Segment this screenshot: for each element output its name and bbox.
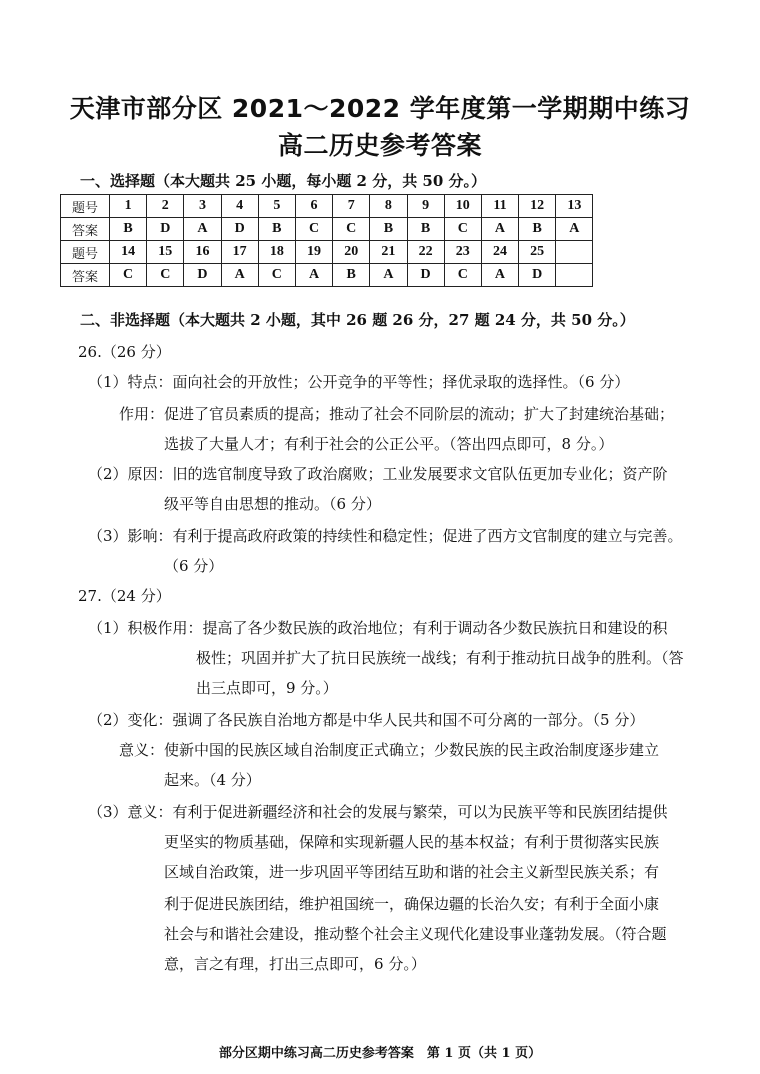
- row-label: 题号: [61, 195, 110, 218]
- table-cell: D: [147, 218, 184, 241]
- table-cell: C: [258, 264, 295, 287]
- table-cell: [556, 241, 593, 264]
- table-cell: C: [110, 264, 147, 287]
- table-cell: D: [519, 264, 556, 287]
- table-cell: 8: [370, 195, 407, 218]
- section-1-heading: 一、选择题（本大题共 25 小题，每小题 2 分，共 50 分。）: [80, 172, 487, 190]
- table-cell: 3: [184, 195, 221, 218]
- answer-line: 意，言之有理，打出三点即可，6 分。）: [164, 955, 426, 973]
- table-cell: C: [147, 264, 184, 287]
- table-cell: C: [444, 218, 481, 241]
- table-cell: D: [407, 264, 444, 287]
- table-cell: C: [444, 264, 481, 287]
- table-cell: A: [221, 264, 258, 287]
- table-cell: C: [295, 218, 332, 241]
- table-cell: 1: [110, 195, 147, 218]
- table-row: [61, 241, 593, 264]
- table-cell: D: [184, 264, 221, 287]
- page-footer: 部分区期中练习高二历史参考答案 第 1 页（共 1 页）: [218, 1046, 542, 1061]
- title-line-2: 高二历史参考答案: [277, 131, 482, 160]
- answer-line: （1）特点：面向社会的开放性；公开竞争的平等性；择优录取的选择性。（6 分）: [88, 373, 630, 391]
- table-cell: 24: [481, 241, 518, 264]
- answer-line: 利于促进民族团结，维护祖国统一，确保边疆的长治久安；有利于全面小康: [164, 895, 660, 913]
- table-cell: B: [258, 218, 295, 241]
- answer-line: （6 分）: [164, 557, 224, 575]
- table-cell: 21: [370, 241, 407, 264]
- table-cell: 19: [295, 241, 332, 264]
- table-cell: B: [407, 218, 444, 241]
- table-cell: A: [370, 264, 407, 287]
- table-cell: 23: [444, 241, 481, 264]
- table-cell: 13: [556, 195, 593, 218]
- answer-line: （2）变化：强调了各民族自治地方都是中华人民共和国不可分离的一部分。（5 分）: [88, 711, 645, 729]
- q26-heading: 26.（26 分）: [78, 343, 171, 361]
- table-row: [61, 195, 593, 218]
- table-cell: 25: [519, 241, 556, 264]
- table-cell: B: [370, 218, 407, 241]
- title-line-1: 天津市部分区 2021～2022 学年度第一学期期中练习: [69, 94, 691, 123]
- answer-line: 更坚实的物质基础，保障和实现新疆人民的基本权益；有利于贯彻落实民族: [164, 833, 660, 851]
- q27-heading: 27.（24 分）: [78, 587, 171, 605]
- table-cell: D: [221, 218, 258, 241]
- table-cell: 22: [407, 241, 444, 264]
- table-cell: A: [184, 218, 221, 241]
- table-cell: B: [110, 218, 147, 241]
- table-cell: B: [333, 264, 370, 287]
- table-cell: B: [519, 218, 556, 241]
- table-cell: 20: [333, 241, 370, 264]
- table-cell: 12: [519, 195, 556, 218]
- table-cell: 4: [221, 195, 258, 218]
- table-row: [61, 264, 593, 287]
- answer-line: 起来。（4 分）: [164, 771, 261, 789]
- table-cell: 15: [147, 241, 184, 264]
- table-cell: C: [333, 218, 370, 241]
- table-cell: A: [481, 218, 518, 241]
- table-cell: 11: [481, 195, 518, 218]
- table-cell: A: [556, 218, 593, 241]
- answer-line: 选拔了大量人才；有利于社会的公正公平。（答出四点即可，8 分。）: [164, 435, 614, 453]
- answer-line: 区域自治政策，进一步巩固平等团结互助和谐的社会主义新型民族关系；有: [164, 863, 660, 881]
- table-cell: 17: [221, 241, 258, 264]
- table-cell: 18: [258, 241, 295, 264]
- answer-line: （3）意义：有利于促进新疆经济和社会的发展与繁荣，可以为民族平等和民族团结提供: [88, 803, 668, 821]
- answer-line: 作用：促进了官员素质的提高；推动了社会不同阶层的流动；扩大了封建统治基础；: [119, 405, 675, 423]
- answer-line: （1）积极作用：提高了各少数民族的政治地位；有利于调动各少数民族抗日和建设的积: [88, 619, 668, 637]
- row-label: 题号: [61, 241, 110, 264]
- section-2-heading: 二、非选择题（本大题共 2 小题，其中 26 题 26 分，27 题 24 分，共 50 分。）: [80, 311, 635, 329]
- answer-line: （3）影响：有利于提高政府政策的持续性和稳定性；促进了西方文官制度的建立与完善。: [88, 527, 683, 545]
- answer-table: [60, 194, 593, 287]
- table-cell: [556, 264, 593, 287]
- table-cell: 6: [295, 195, 332, 218]
- row-label: 答案: [61, 264, 110, 287]
- table-row: [61, 218, 593, 241]
- answer-line: 极性；巩固并扩大了抗日民族统一战线；有利于推动抗日战争的胜利。（答: [196, 649, 684, 667]
- answer-line: （2）原因：旧的选官制度导致了政治腐败；工业发展要求文官队伍更加专业化；资产阶: [88, 465, 668, 483]
- answer-line: 出三点即可，9 分。）: [196, 679, 338, 697]
- table-cell: A: [481, 264, 518, 287]
- table-cell: 7: [333, 195, 370, 218]
- table-cell: 2: [147, 195, 184, 218]
- table-cell: A: [295, 264, 332, 287]
- table-cell: 16: [184, 241, 221, 264]
- answer-line: 意义：使新中国的民族区域自治制度正式确立；少数民族的民主政治制度逐步建立: [119, 741, 660, 759]
- answer-line: 社会与和谐社会建设，推动整个社会主义现代化建设事业蓬勃发展。（符合题: [164, 925, 667, 943]
- answer-line: 级平等自由思想的推动。（6 分）: [164, 495, 381, 513]
- row-label: 答案: [61, 218, 110, 241]
- table-cell: 9: [407, 195, 444, 218]
- table-cell: 14: [110, 241, 147, 264]
- table-cell: 10: [444, 195, 481, 218]
- table-cell: 5: [258, 195, 295, 218]
